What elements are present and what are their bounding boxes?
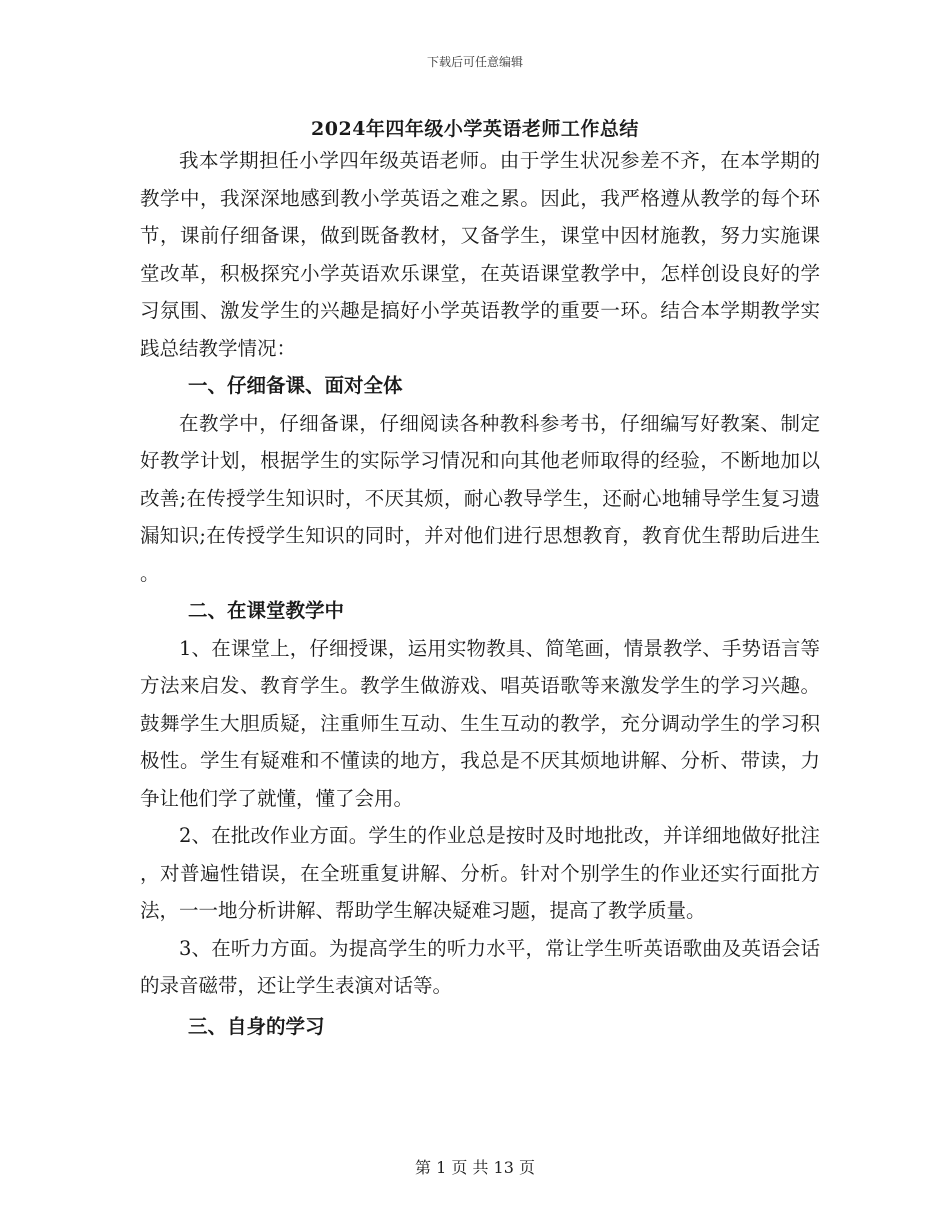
document-body: [140, 142, 820, 1045]
section-2-item-1: 1、在课堂上，仔细授课，运用实物教具、简笔画，情景教学、手势语言等方法来启发、教育学生。教学生做游戏、唱英语歌等来激发学生的学习兴趣。鼓舞学生大胆质疑，注重师生互动、生生互动的教学，充分调动学生的学习积极性。学生有疑难和不懂读的地方，我总是不厌其烦地讲解、分析、带读，力争让他们学了就懂，懂了会用。: [140, 636, 820, 810]
section-2-heading: 二、在课堂教学中: [188, 599, 345, 622]
section-1-paragraph: 在教学中，仔细备课，仔细阅读各种教科参考书，仔细编写好教案、制定好教学计划，根据学生的实际学习情况和向其他老师取得的经验，不断地加以改善;在传授学生知识时，不厌其烦，耐心教导学生，还耐心地辅导学生复习遗漏知识;在传授学生知识的同时，并对他们进行思想教育，教育优生帮助后进生。: [140, 411, 820, 585]
section-2-item-3: 3、在听力方面。为提高学生的听力水平，常让学生听英语歌曲及英语会话的录音磁带，还让学生表演对话等。: [140, 936, 820, 997]
intro-paragraph: 我本学期担任小学四年级英语老师。由于学生状况参差不齐，在本学期的教学中，我深深地感到教小学英语之难之累。因此，我严格遵从教学的每个环节，课前仔细备课，做到既备教材，又备学生，课堂中因材施教，努力实施课堂改革，积极探究小学英语欢乐课堂，在英语课堂教学中，怎样创设良好的学习氛围、激发学生的兴趣是搞好小学英语教学的重要一环。结合本学期教学实践总结教学情况：: [140, 149, 820, 360]
header-note: 下载后可任意编辑: [426, 55, 523, 69]
page-number: 第 1 页 共 13 页: [415, 1158, 535, 1177]
document-title: 2024年四年级小学英语老师工作总结: [311, 118, 639, 140]
section-2-item-2: 2、在批改作业方面。学生的作业总是按时及时地批改，并详细地做好批注，对普遍性错误，在全班重复讲解、分析。针对个别学生的作业还实行面批方法，一一地分析讲解、帮助学生解决疑难习题，提高了教学质量。: [140, 824, 820, 922]
section-3-heading: 三、自身的学习: [188, 1014, 325, 1038]
section-1-heading: 一、仔细备课、面对全体: [188, 374, 403, 397]
